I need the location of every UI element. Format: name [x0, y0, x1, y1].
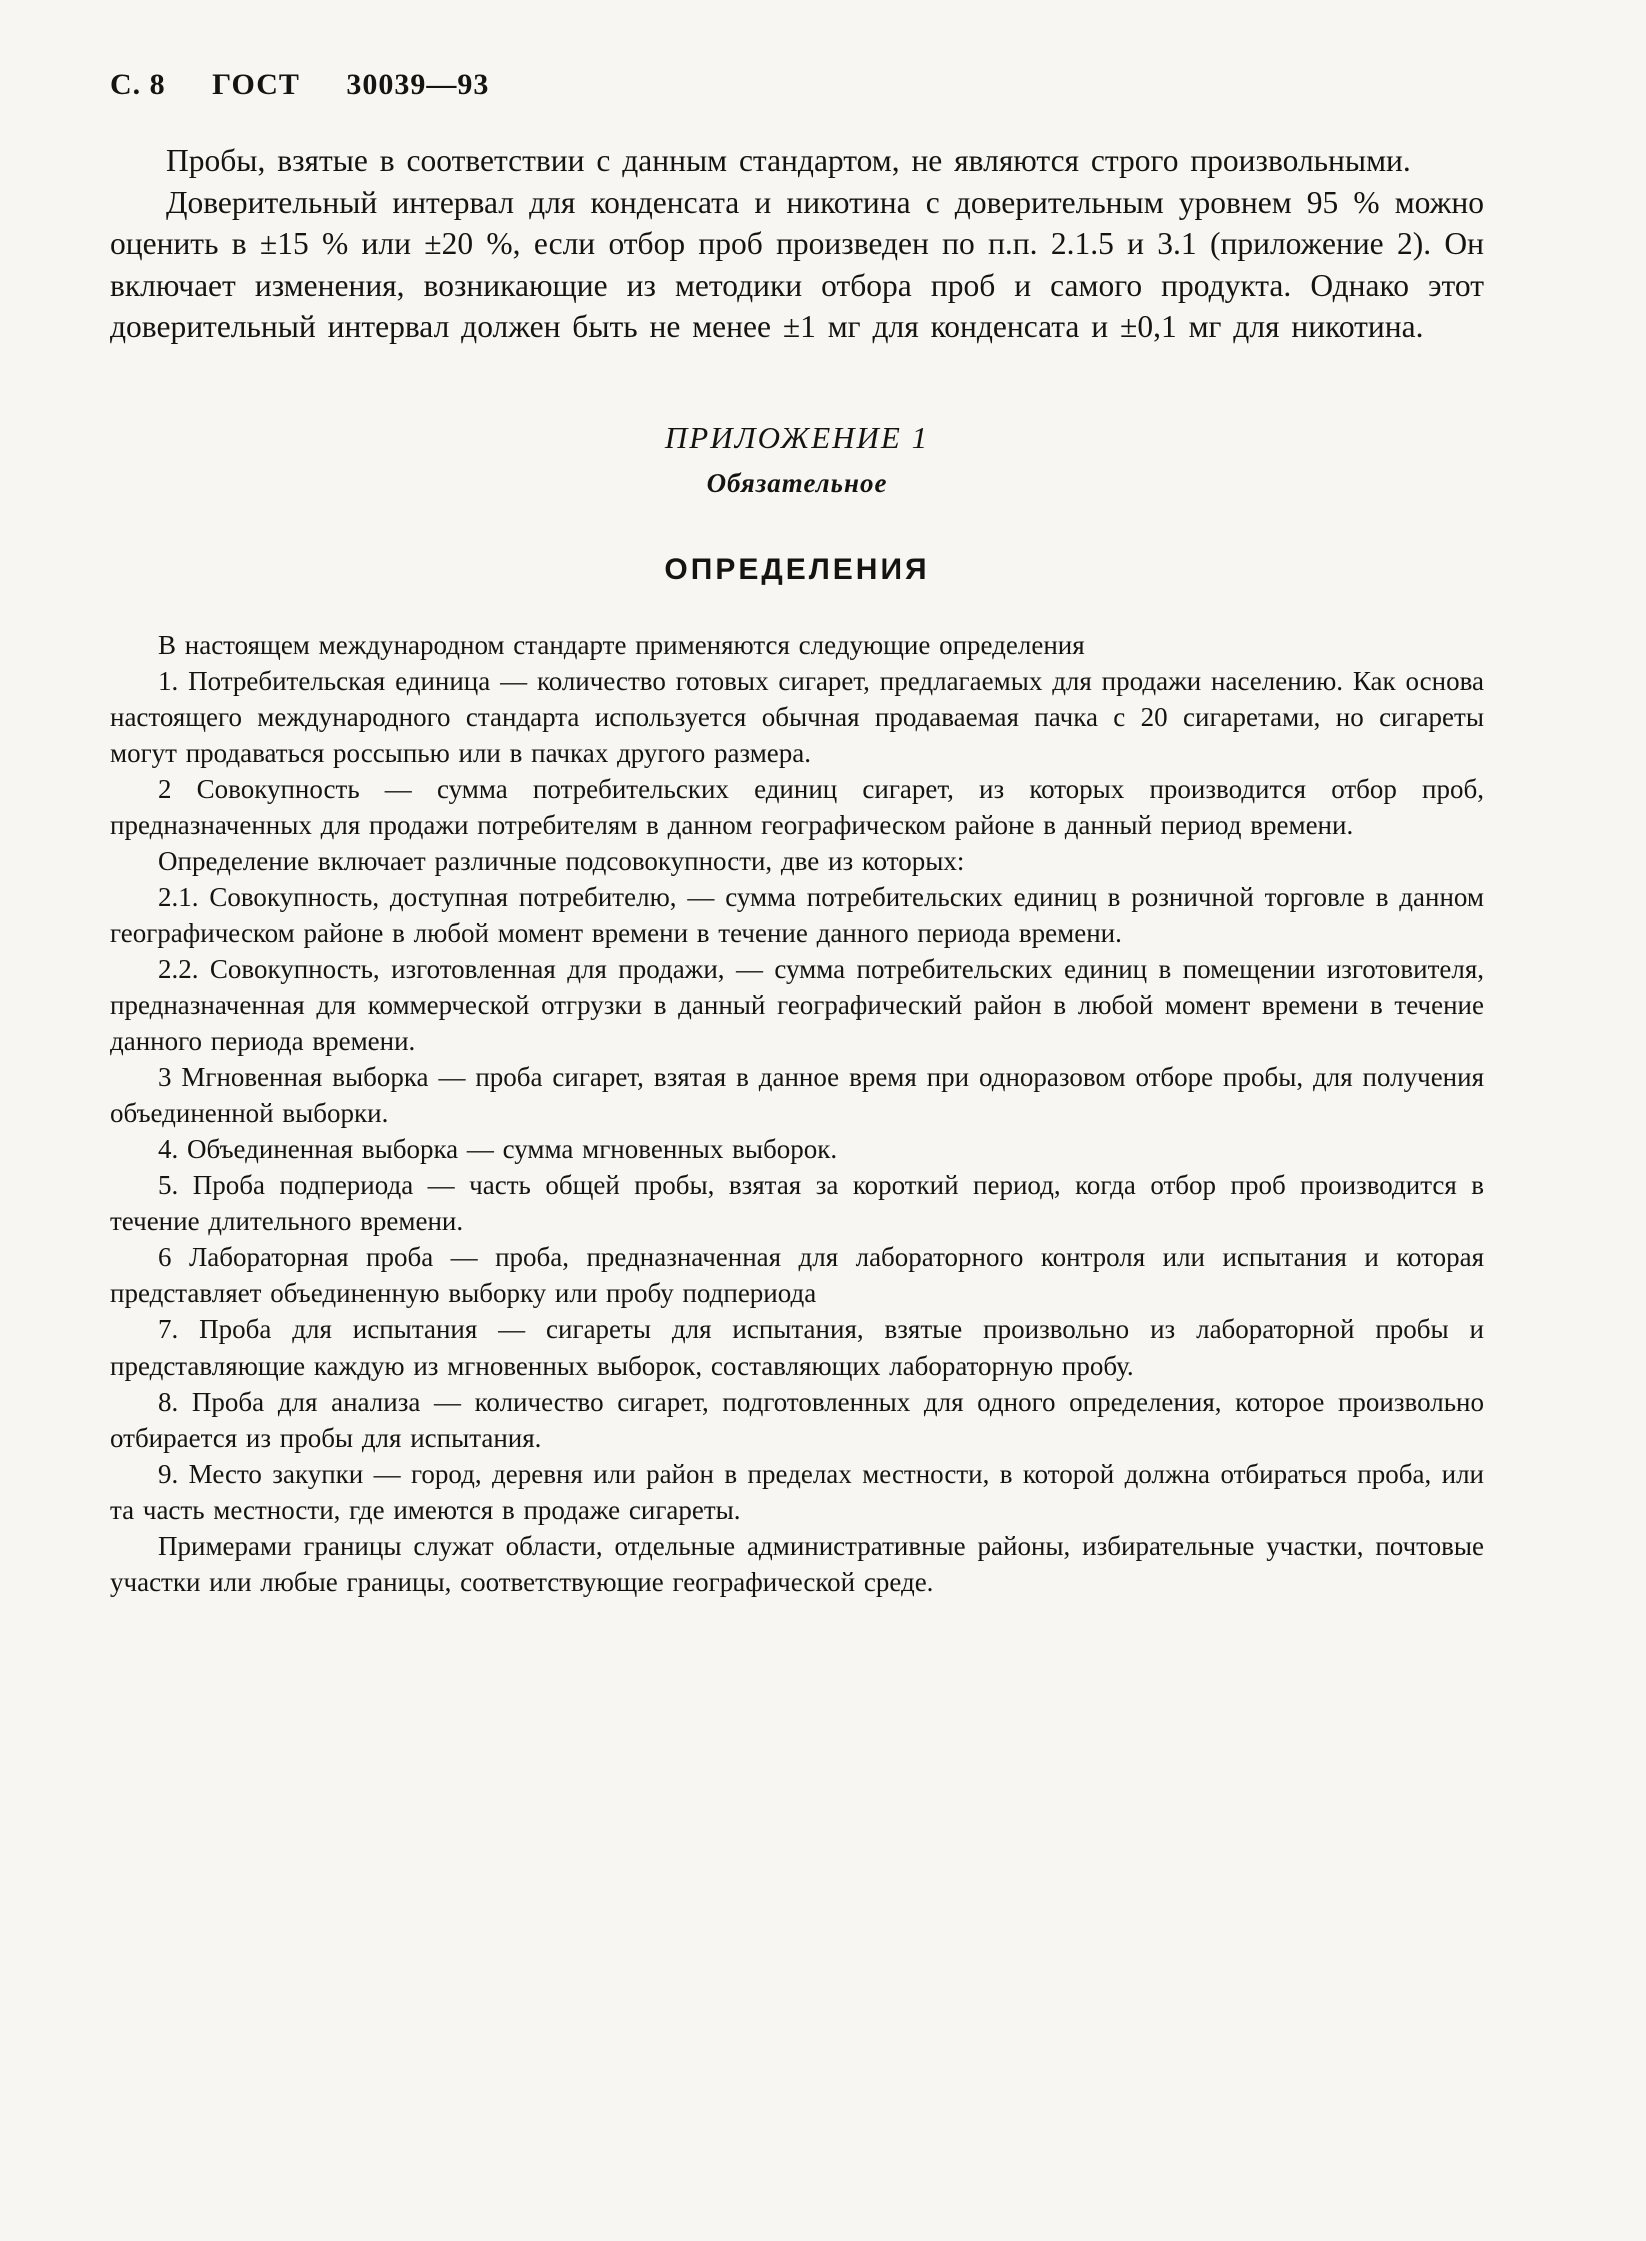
- appendix-title: ПРИЛОЖЕНИЕ 1: [664, 419, 930, 455]
- page-number-label: С. 8: [110, 68, 166, 101]
- definition-paragraph: 3 Мгновенная выборка — проба сигарет, взятая в данное время при одноразовом отборе пробы, для получения объединенной выборки.: [110, 1062, 1484, 1129]
- intro-paragraph: Пробы, взятые в соответствии с данным стандартом, не являются строго произвольными.: [166, 143, 1411, 178]
- appendix-subtitle: Обязательное: [706, 467, 888, 498]
- intro-paragraph: Доверительный интервал для конденсата и никотина с доверительным уровнем 95 % можно оценить в ±15 % или ±20 %, если отбор проб произведен по п.п. 2.1.5 и 3.1 (приложение 2). Он включает изменения, возникающие из методики отбора проб и самого продукта. Однако этот доверительный интервал должен быть не менее ±1 мг для конденсата и ±0,1 мг для никотина.: [110, 184, 1484, 345]
- definition-paragraph: 8. Проба для анализа — количество сигарет, подготовленных для одного определения, которое произвольно отбирается из пробы для испытания.: [110, 1386, 1484, 1453]
- definitions-section: [110, 627, 1484, 1600]
- definition-note-paragraph: Определение включает различные подсовокупности, две из которых:: [158, 846, 965, 877]
- definition-paragraph: 2.1. Совокупность, доступная потребителю, — сумма потребительских единиц в розничной торговле в данном географическом районе в любой момент времени в течение данного периода времени.: [110, 882, 1484, 949]
- definition-paragraph: 2.2. Совокупность, изготовленная для продажи, — сумма потребительских единиц в помещении изготовителя, предназначенная для коммерческой отгрузки в данный географический район в любой момент времени в течение данного периода времени.: [110, 954, 1484, 1057]
- definition-paragraph: 7. Проба для испытания — сигареты для испытания, взятые произвольно из лабораторной пробы и представляющие каждую из мгновенных выборок, составляющих лабораторную пробу.: [110, 1314, 1484, 1381]
- page-header: [110, 68, 1484, 102]
- definitions-intro-paragraph: В настоящем международном стандарте применяются следующие определения: [158, 629, 1085, 660]
- definition-paragraph: 9. Место закупки — город, деревня или район в пределах местности, в которой должна отбираться проба, или та часть местности, где имеются в продаже сигареты.: [110, 1458, 1484, 1525]
- definitions-closing-paragraph: Примерами границы служат области, отдельные административные районы, избирательные участки, почтовые участки или любые границы, соответствующие географической среде.: [110, 1530, 1484, 1597]
- standard-number: 30039—93: [346, 68, 490, 101]
- definition-paragraph: 2 Совокупность — сумма потребительских единиц сигарет, из которых производится отбор проб, предназначенных для продажи потребителям в данном географическом районе в данный период времени.: [110, 774, 1484, 841]
- standard-name: ГОСТ: [212, 68, 300, 101]
- definition-paragraph: 6 Лабораторная проба — проба, предназначенная для лабораторного контроля или испытания и которая представляет объединенную выборку или пробу подпериода: [110, 1242, 1484, 1309]
- definition-paragraph: 4. Объединенная выборка — сумма мгновенных выборок.: [158, 1134, 838, 1165]
- definition-paragraph: 1. Потребительская единица — количество готовых сигарет, предлагаемых для продажи населению. Как основа настоящего международного стандарта используется обычная продаваемая пачка с 20 сигаретами, но сигареты могут продаваться россыпью или в пачках другого размера.: [110, 665, 1484, 768]
- intro-section: [110, 140, 1484, 348]
- definition-paragraph: 5. Проба подпериода — часть общей пробы, взятая за короткий период, когда отбор проб производится в течение длительного времени.: [110, 1170, 1484, 1237]
- definitions-heading: ОПРЕДЕЛЕНИЯ: [664, 552, 930, 586]
